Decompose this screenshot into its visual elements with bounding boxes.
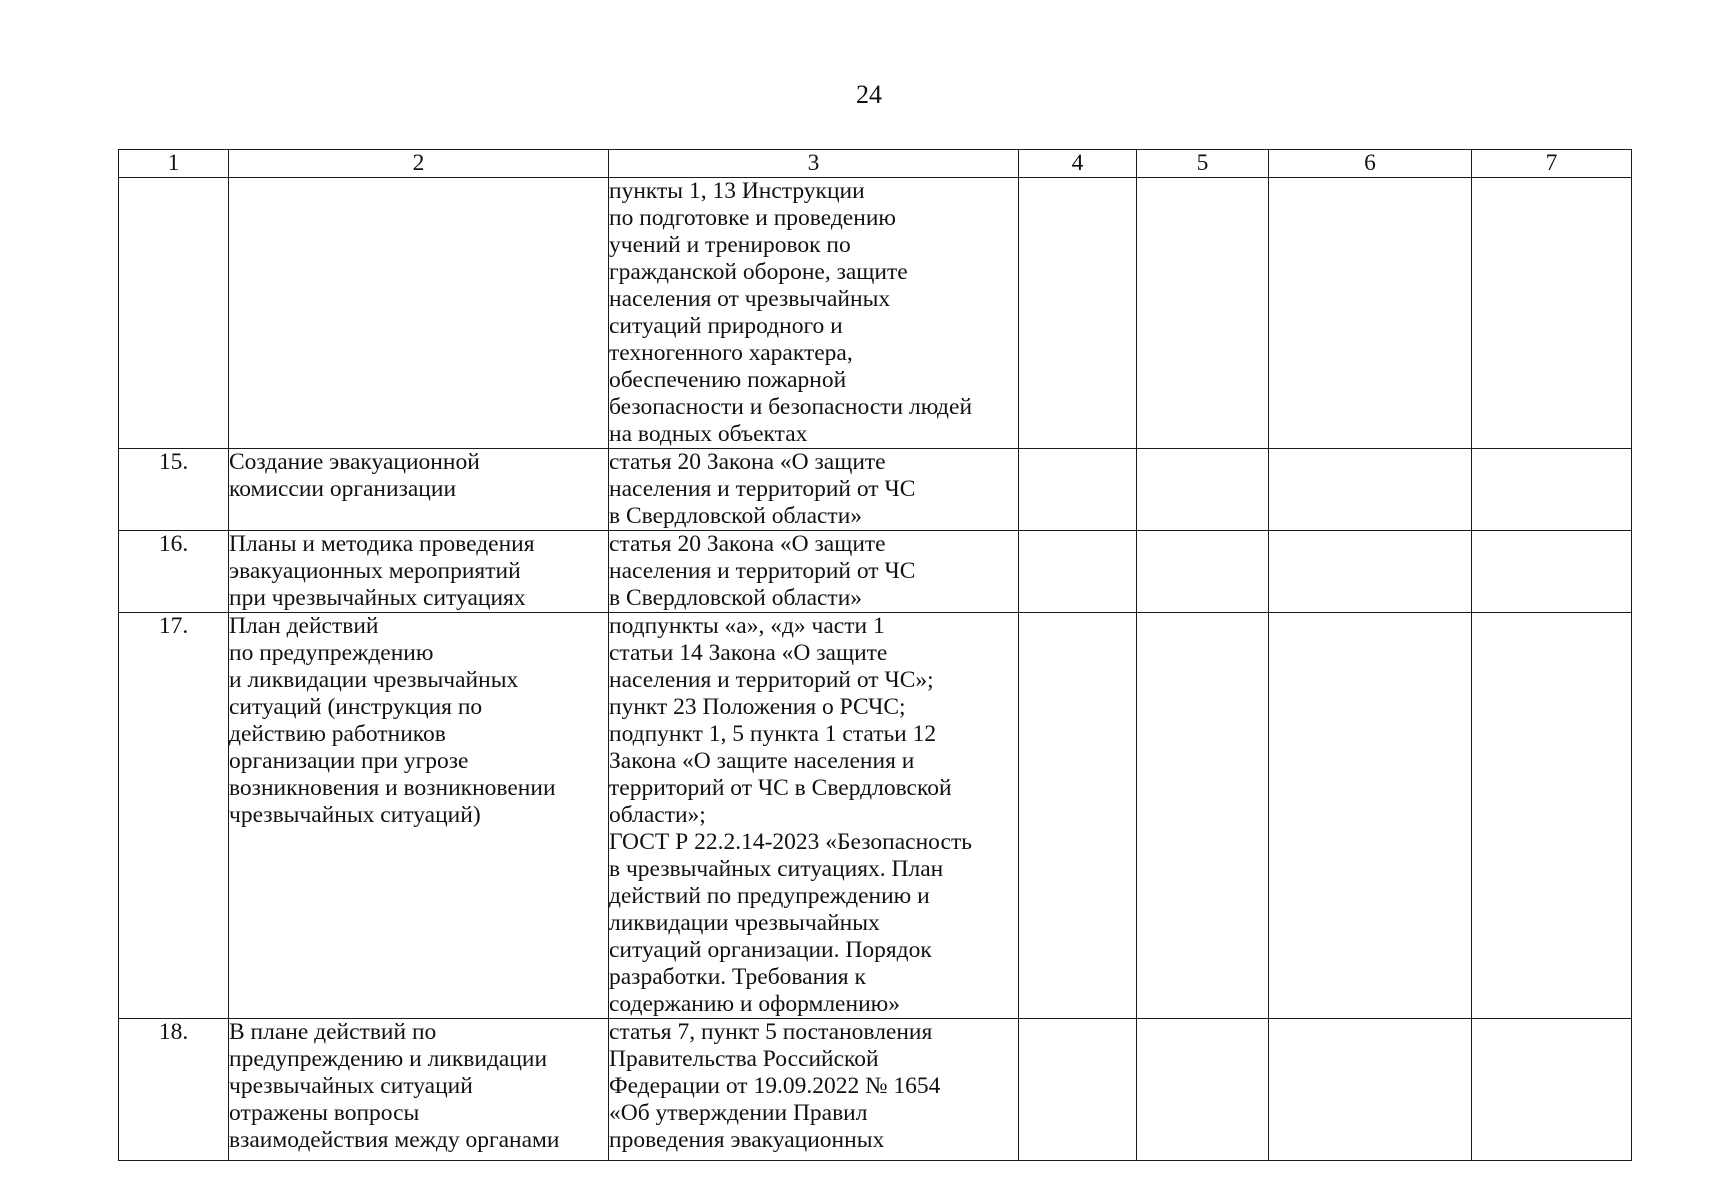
cell-text-line: обеспечению пожарной [609, 367, 847, 393]
column-header-5: 5 [1137, 150, 1269, 178]
cell-text-line: области»; [609, 802, 706, 828]
requirement-cell [229, 449, 609, 531]
requirement-cell [229, 178, 609, 449]
table-row [119, 531, 1632, 613]
cell-text-line: в Свердловской области» [609, 585, 863, 611]
cell-text-line: Правительства Российской [609, 1046, 879, 1072]
empty-cell [1019, 1019, 1137, 1161]
cell-text-line: ситуаций природного и [609, 313, 843, 339]
empty-cell [1269, 613, 1472, 1019]
empty-cell [1019, 613, 1137, 1019]
empty-cell [1472, 613, 1632, 1019]
empty-cell [1137, 178, 1269, 449]
source-cell [609, 613, 1019, 1019]
cell-text-line: населения и территорий от ЧС [609, 558, 916, 584]
cell-text-line: населения и территорий от ЧС [609, 476, 916, 502]
cell-text-line: по предупреждению [229, 640, 434, 666]
cell-text-line: статья 20 Закона «О защите [609, 449, 886, 475]
cell-text-line: Закона «О защите населения и [609, 748, 915, 774]
cell-text-line: разработки. Требования к [609, 964, 866, 990]
source-cell [609, 531, 1019, 613]
cell-text-line: статьи 14 Закона «О защите [609, 640, 888, 666]
column-header-3: 3 [609, 150, 1019, 178]
source-cell [609, 178, 1019, 449]
cell-text-line: эвакуационных мероприятий [229, 558, 521, 584]
cell-text-line: содержанию и оформлению» [609, 991, 900, 1017]
requirement-cell [229, 1019, 609, 1161]
cell-text-line: Федерации от 19.09.2022 № 1654 [609, 1073, 941, 1099]
empty-cell [1019, 531, 1137, 613]
cell-text-line: чрезвычайных ситуаций [229, 1073, 473, 1099]
cell-text-line: учений и тренировок по [609, 232, 851, 258]
cell-text-line: техногенного характера, [609, 340, 853, 366]
empty-cell [1137, 449, 1269, 531]
cell-text-line: в Свердловской области» [609, 503, 863, 529]
row-number-cell: 15. [119, 449, 229, 531]
cell-text-line: гражданской обороне, защите [609, 259, 908, 285]
empty-cell [1269, 449, 1472, 531]
cell-text-line: ситуаций организации. Порядок [609, 937, 932, 963]
cell-text-line: подпункты «а», «д» части 1 [609, 613, 885, 639]
empty-cell [1269, 178, 1472, 449]
table-row [119, 178, 1632, 449]
empty-cell [1269, 1019, 1472, 1161]
cell-text-line: отражены вопросы [229, 1100, 420, 1126]
cell-text-line: План действий [229, 613, 379, 639]
cell-text-line: населения и территорий от ЧС»; [609, 667, 934, 693]
column-header-4: 4 [1019, 150, 1137, 178]
cell-text-line: при чрезвычайных ситуациях [229, 585, 526, 611]
source-cell [609, 449, 1019, 531]
cell-text-line: предупреждению и ликвидации [229, 1046, 548, 1072]
table-row [119, 1019, 1632, 1161]
empty-cell [1472, 449, 1632, 531]
empty-cell [1137, 1019, 1269, 1161]
row-number-cell [119, 178, 229, 449]
row-number-cell: 18. [119, 1019, 229, 1161]
cell-text-line: действий по предупреждению и [609, 883, 930, 909]
requirements-table [118, 149, 1632, 1161]
cell-text-line: статья 7, пункт 5 постановления [609, 1019, 933, 1045]
table-row [119, 613, 1632, 1019]
cell-text-line: проведения эвакуационных [609, 1127, 885, 1153]
empty-cell [1019, 178, 1137, 449]
column-header-7: 7 [1472, 150, 1632, 178]
table-header-row [119, 150, 1632, 178]
cell-text-line: Планы и методика проведения [229, 531, 535, 557]
column-header-2: 2 [229, 150, 609, 178]
cell-text-line: территорий от ЧС в Свердловской [609, 775, 952, 801]
cell-text-line: взаимодействия между органами [229, 1127, 560, 1153]
empty-cell [1269, 531, 1472, 613]
cell-text-line: на водных объектах [609, 421, 808, 447]
cell-text-line: подпункт 1, 5 пункта 1 статьи 12 [609, 721, 937, 747]
cell-text-line: В плане действий по [229, 1019, 437, 1045]
cell-text-line: по подготовке и проведению [609, 205, 896, 231]
cell-text-line: ГОСТ Р 22.2.14-2023 «Безопасность [609, 829, 972, 855]
cell-text-line: ликвидации чрезвычайных [609, 910, 880, 936]
cell-text-line: организации при угрозе [229, 748, 469, 774]
column-header-1: 1 [119, 150, 229, 178]
column-header-6: 6 [1269, 150, 1472, 178]
table-row [119, 449, 1632, 531]
page-number: 24 [856, 80, 882, 109]
row-number-cell: 17. [119, 613, 229, 1019]
cell-text-line: возникновения и возникновении [229, 775, 556, 801]
cell-text-line: пункт 23 Положения о РСЧС; [609, 694, 906, 720]
cell-text-line: статья 20 Закона «О защите [609, 531, 886, 557]
row-number-cell: 16. [119, 531, 229, 613]
empty-cell [1137, 531, 1269, 613]
empty-cell [1019, 449, 1137, 531]
cell-text-line: в чрезвычайных ситуациях. План [609, 856, 944, 882]
cell-text-line: населения от чрезвычайных [609, 286, 891, 312]
cell-text-line: «Об утверждении Правил [609, 1100, 868, 1126]
cell-text-line: безопасности и безопасности людей [609, 394, 973, 420]
empty-cell [1472, 178, 1632, 449]
empty-cell [1137, 613, 1269, 1019]
requirement-cell [229, 613, 609, 1019]
cell-text-line: чрезвычайных ситуаций) [229, 802, 481, 828]
empty-cell [1472, 1019, 1632, 1161]
source-cell [609, 1019, 1019, 1161]
cell-text-line: комиссии организации [229, 476, 457, 502]
cell-text-line: действию работников [229, 721, 446, 747]
empty-cell [1472, 531, 1632, 613]
cell-text-line: пункты 1, 13 Инструкции [609, 178, 865, 204]
requirement-cell [229, 531, 609, 613]
cell-text-line: Создание эвакуационной [229, 449, 480, 475]
cell-text-line: ситуаций (инструкция по [229, 694, 483, 720]
cell-text-line: и ликвидации чрезвычайных [229, 667, 519, 693]
